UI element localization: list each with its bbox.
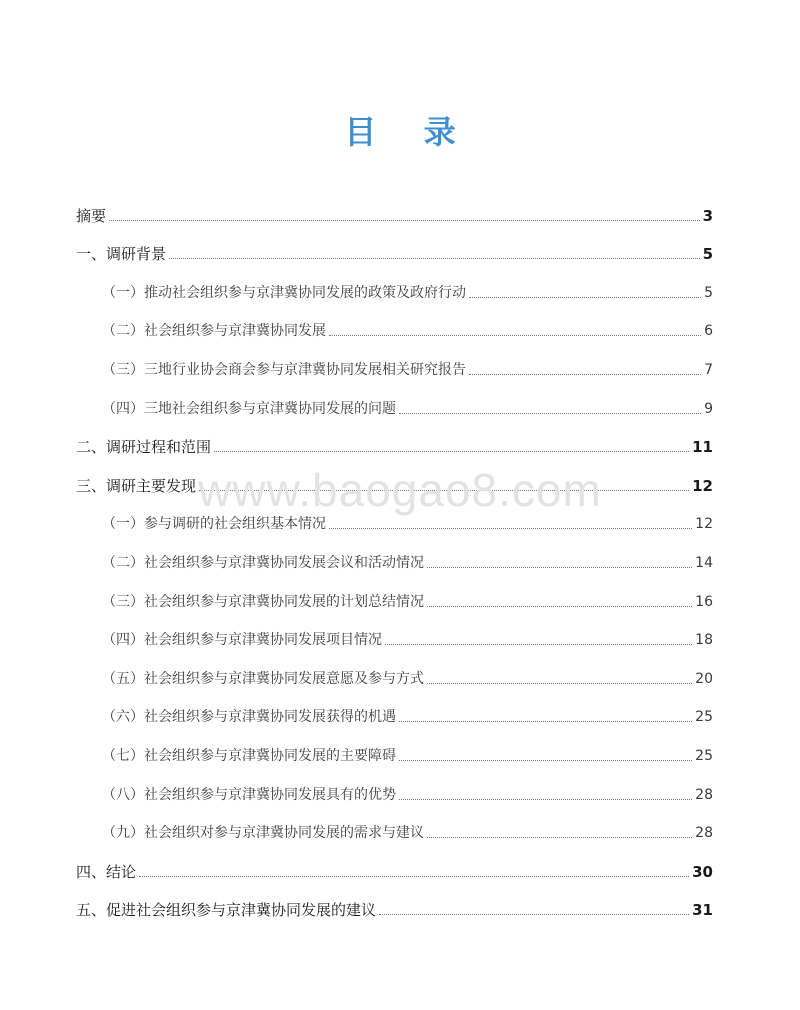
toc-entry-section-1-4[interactable]: [76, 381, 713, 420]
toc-entry-title: 一、调研背景: [76, 245, 167, 264]
toc-entry-title: 四、结论: [76, 862, 137, 881]
dot-leader: [427, 683, 692, 684]
toc-entry-section-2[interactable]: [76, 420, 713, 459]
dot-leader: [399, 760, 692, 761]
toc-entry-title: （五）社会组织参与京津冀协同发展意愿及参与方式: [102, 670, 424, 687]
dot-leader: [329, 528, 692, 529]
dot-leader: [399, 413, 701, 414]
dot-leader: [427, 837, 692, 838]
dot-leader: [214, 451, 689, 452]
toc-entry-title: （一）参与调研的社会组织基本情况: [102, 516, 326, 533]
toc-entry-page: 6: [704, 323, 713, 340]
table-of-contents: [76, 188, 713, 921]
toc-entry-page: 11: [692, 438, 713, 457]
toc-entry-title: （二）社会组织参与京津冀协同发展: [102, 323, 326, 340]
toc-entry-page: 5: [702, 245, 713, 264]
toc-entry-page: 12: [692, 476, 713, 495]
toc-entry-section-5[interactable]: [76, 883, 713, 922]
dot-leader: [399, 721, 692, 722]
toc-entry-section-3-5[interactable]: [76, 651, 713, 690]
dot-leader: [469, 297, 701, 298]
toc-entry-abstract[interactable]: [76, 188, 713, 227]
toc-entry-title: （三）三地行业协会商会参与京津冀协同发展相关研究报告: [102, 361, 466, 378]
toc-entry-section-1-3[interactable]: [76, 342, 713, 381]
dot-leader: [139, 876, 689, 877]
toc-entry-section-3-4[interactable]: [76, 613, 713, 652]
toc-entry-title: （六）社会组织参与京津冀协同发展获得的机遇: [102, 709, 396, 726]
toc-entry-section-3-3[interactable]: [76, 574, 713, 613]
dot-leader: [399, 799, 692, 800]
toc-entry-title: 二、调研过程和范围: [76, 438, 212, 457]
toc-entry-section-3-1[interactable]: [76, 497, 713, 536]
toc-entry-section-1-2[interactable]: [76, 304, 713, 343]
toc-entry-page: 9: [704, 400, 713, 417]
watermark: www.baogao8.com: [198, 464, 602, 516]
dot-leader: [329, 335, 701, 336]
toc-entry-page: 14: [695, 554, 713, 571]
toc-entry-section-3-8[interactable]: [76, 767, 713, 806]
page-title: 目 录: [344, 113, 474, 151]
toc-entry-page: 28: [695, 786, 713, 803]
toc-entry-title: （一）推动社会组织参与京津冀协同发展的政策及政府行动: [102, 284, 466, 301]
toc-entry-section-3[interactable]: [76, 458, 713, 497]
toc-entry-page: 3: [702, 206, 713, 225]
toc-entry-title: （九）社会组织对参与京津冀协同发展的需求与建议: [102, 825, 424, 842]
toc-entry-title: （七）社会组织参与京津冀协同发展的主要障碍: [102, 747, 396, 764]
dot-leader: [379, 914, 689, 915]
toc-entry-page: 12: [695, 516, 713, 533]
toc-entry-title: （三）社会组织参与京津冀协同发展的计划总结情况: [102, 593, 424, 610]
dot-leader: [427, 567, 692, 568]
dot-leader: [469, 374, 701, 375]
toc-entry-section-1-1[interactable]: [76, 265, 713, 304]
toc-entry-section-1[interactable]: [76, 227, 713, 266]
toc-entry-title: （八）社会组织参与京津冀协同发展具有的优势: [102, 786, 396, 803]
toc-entry-page: 25: [695, 747, 713, 764]
dot-leader: [109, 220, 700, 221]
dot-leader: [385, 644, 692, 645]
toc-entry-page: 20: [695, 670, 713, 687]
toc-entry-section-3-2[interactable]: [76, 535, 713, 574]
toc-entry-title: （四）社会组织参与京津冀协同发展项目情况: [102, 632, 382, 649]
toc-entry-section-3-6[interactable]: [76, 690, 713, 729]
toc-entry-title: 三、调研主要发现: [76, 476, 197, 495]
toc-entry-title: 摘要: [76, 206, 107, 225]
toc-entry-page: 16: [695, 593, 713, 610]
toc-entry-page: 18: [695, 632, 713, 649]
toc-entry-page: 28: [695, 825, 713, 842]
toc-entry-page: 25: [695, 709, 713, 726]
toc-entry-title: （四）三地社会组织参与京津冀协同发展的问题: [102, 400, 396, 417]
toc-entry-section-3-7[interactable]: [76, 728, 713, 767]
toc-entry-title: （二）社会组织参与京津冀协同发展会议和活动情况: [102, 554, 424, 571]
toc-entry-section-3-9[interactable]: [76, 806, 713, 845]
toc-entry-page: 7: [704, 361, 713, 378]
toc-entry-page: 31: [692, 901, 713, 920]
toc-entry-section-4[interactable]: [76, 844, 713, 883]
dot-leader: [199, 490, 689, 491]
dot-leader: [169, 258, 700, 259]
dot-leader: [427, 606, 692, 607]
toc-entry-title: 五、促进社会组织参与京津冀协同发展的建议: [76, 901, 377, 920]
toc-entry-page: 5: [704, 284, 713, 301]
toc-entry-page: 30: [692, 862, 713, 881]
